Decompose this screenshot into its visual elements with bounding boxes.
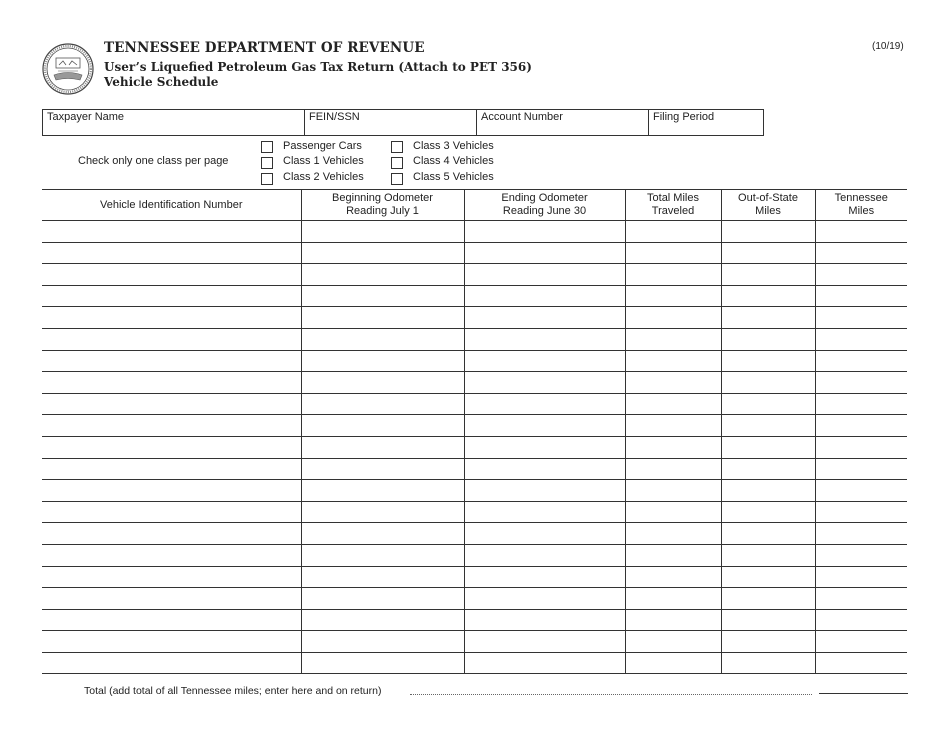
col-total-miles: Total Miles Traveled [625,190,721,221]
beginning-odometer-cell[interactable] [301,328,464,350]
total-miles-cell[interactable] [625,652,721,674]
out-of-state-miles-cell[interactable] [721,609,815,631]
col-vin: Vehicle Identification Number [42,190,301,221]
passenger-cars-checkbox[interactable] [261,141,273,153]
class-4-label: Class 4 Vehicles [413,155,494,167]
filing-period-label: Filing Period [653,111,715,123]
table-row [42,480,907,502]
total-miles-cell[interactable] [625,566,721,588]
table-row [42,328,907,350]
class-3-checkbox[interactable] [391,141,403,153]
ending-odometer-cell[interactable] [464,350,625,372]
vin-cell[interactable] [42,264,301,286]
vin-cell[interactable] [42,588,301,610]
out-of-state-miles-cell[interactable] [721,480,815,502]
beginning-odometer-cell[interactable] [301,415,464,437]
class-5-label: Class 5 Vehicles [413,171,494,183]
table-row [42,588,907,610]
total-miles-cell[interactable] [625,350,721,372]
out-of-state-miles-cell[interactable] [721,307,815,329]
vin-cell[interactable] [42,393,301,415]
vin-cell[interactable] [42,436,301,458]
total-miles-cell[interactable] [625,458,721,480]
beginning-odometer-cell[interactable] [301,307,464,329]
ending-odometer-cell[interactable] [464,523,625,545]
passenger-cars-label: Passenger Cars [283,140,362,152]
class-1-label: Class 1 Vehicles [283,155,364,167]
table-row [42,307,907,329]
beginning-odometer-cell[interactable] [301,350,464,372]
table-row [42,393,907,415]
vin-cell[interactable] [42,350,301,372]
total-miles-cell[interactable] [625,372,721,394]
total-label: Total (add total of all Tennessee miles; enter here and on return) [84,685,382,697]
ending-odometer-cell[interactable] [464,264,625,286]
vin-cell[interactable] [42,480,301,502]
table-row [42,544,907,566]
vin-cell[interactable] [42,328,301,350]
total-miles-cell[interactable] [625,436,721,458]
tennessee-miles-cell[interactable] [815,480,907,502]
table-row [42,631,907,653]
table-row [42,415,907,437]
out-of-state-miles-cell[interactable] [721,652,815,674]
col-beginning-odometer: Beginning Odometer Reading July 1 [301,190,464,221]
total-miles-cell[interactable] [625,242,721,264]
filing-period-field[interactable] [649,110,763,135]
beginning-odometer-cell[interactable] [301,480,464,502]
tennessee-miles-cell[interactable] [815,566,907,588]
beginning-odometer-cell[interactable] [301,523,464,545]
tennessee-miles-cell[interactable] [815,242,907,264]
state-seal-logo [42,43,94,95]
table-row [42,523,907,545]
tennessee-miles-cell[interactable] [815,328,907,350]
fein-ssn-field[interactable] [305,110,477,135]
tennessee-miles-cell[interactable] [815,652,907,674]
ending-odometer-cell[interactable] [464,436,625,458]
beginning-odometer-cell[interactable] [301,264,464,286]
beginning-odometer-cell[interactable] [301,242,464,264]
table-row [42,566,907,588]
class-3-label: Class 3 Vehicles [413,140,494,152]
vin-cell[interactable] [42,285,301,307]
table-row [42,350,907,372]
out-of-state-miles-cell[interactable] [721,588,815,610]
table-row [42,436,907,458]
total-miles-cell[interactable] [625,631,721,653]
out-of-state-miles-cell[interactable] [721,415,815,437]
tennessee-miles-cell[interactable] [815,285,907,307]
beginning-odometer-cell[interactable] [301,285,464,307]
beginning-odometer-cell[interactable] [301,652,464,674]
tennessee-miles-cell[interactable] [815,221,907,243]
total-miles-cell[interactable] [625,523,721,545]
tennessee-miles-cell[interactable] [815,350,907,372]
tennessee-miles-cell[interactable] [815,436,907,458]
tennessee-miles-cell[interactable] [815,307,907,329]
total-miles-cell[interactable] [625,307,721,329]
vin-cell[interactable] [42,242,301,264]
ending-odometer-cell[interactable] [464,328,625,350]
class-5-checkbox[interactable] [391,173,403,185]
total-miles-cell[interactable] [625,544,721,566]
total-miles-cell[interactable] [625,609,721,631]
out-of-state-miles-cell[interactable] [721,458,815,480]
tennessee-miles-cell[interactable] [815,393,907,415]
out-of-state-miles-cell[interactable] [721,436,815,458]
total-miles-cell[interactable] [625,480,721,502]
beginning-odometer-cell[interactable] [301,544,464,566]
vin-cell[interactable] [42,458,301,480]
table-row [42,242,907,264]
total-miles-cell[interactable] [625,501,721,523]
class-2-label: Class 2 Vehicles [283,171,364,183]
table-row [42,372,907,394]
out-of-state-miles-cell[interactable] [721,501,815,523]
total-miles-cell[interactable] [625,328,721,350]
tennessee-miles-cell[interactable] [815,523,907,545]
beginning-odometer-cell[interactable] [301,566,464,588]
vin-cell[interactable] [42,372,301,394]
total-miles-cell[interactable] [625,264,721,286]
out-of-state-miles-cell[interactable] [721,350,815,372]
ending-odometer-cell[interactable] [464,588,625,610]
form-title: User’s Liquefied Petroleum Gas Tax Return (Attach to PET 356) [104,60,532,74]
tennessee-miles-cell[interactable] [815,631,907,653]
out-of-state-miles-cell[interactable] [721,631,815,653]
ending-odometer-cell[interactable] [464,242,625,264]
tennessee-miles-cell[interactable] [815,264,907,286]
total-miles-cell[interactable] [625,285,721,307]
out-of-state-miles-cell[interactable] [721,221,815,243]
account-number-label: Account Number [481,111,563,123]
class-4-checkbox[interactable] [391,157,403,169]
table-row [42,221,907,243]
account-number-field[interactable] [477,110,649,135]
col-out-of-state-miles: Out-of-State Miles [721,190,815,221]
total-miles-cell[interactable] [625,588,721,610]
total-miles-cell[interactable] [625,393,721,415]
col-tennessee-miles: Tennessee Miles [815,190,907,221]
total-leader-dots [410,694,812,695]
ending-odometer-cell[interactable] [464,458,625,480]
tennessee-miles-cell[interactable] [815,501,907,523]
beginning-odometer-cell[interactable] [301,372,464,394]
out-of-state-miles-cell[interactable] [721,328,815,350]
ending-odometer-cell[interactable] [464,393,625,415]
beginning-odometer-cell[interactable] [301,588,464,610]
beginning-odometer-cell[interactable] [301,436,464,458]
out-of-state-miles-cell[interactable] [721,566,815,588]
col-ending-odometer: Ending Odometer Reading June 30 [464,190,625,221]
table-row [42,652,907,674]
table-row [42,501,907,523]
total-miles-cell[interactable] [625,221,721,243]
taxpayer-name-label: Taxpayer Name [47,111,125,123]
ending-odometer-cell[interactable] [464,285,625,307]
revision-date: (10/19) [872,41,904,52]
out-of-state-miles-cell[interactable] [721,523,815,545]
out-of-state-miles-cell[interactable] [721,393,815,415]
ending-odometer-cell[interactable] [464,609,625,631]
vin-cell[interactable] [42,415,301,437]
table-header-row [42,190,907,221]
out-of-state-miles-cell[interactable] [721,242,815,264]
out-of-state-miles-cell[interactable] [721,544,815,566]
vin-cell[interactable] [42,566,301,588]
ending-odometer-cell[interactable] [464,631,625,653]
vin-cell[interactable] [42,652,301,674]
ending-odometer-cell[interactable] [464,652,625,674]
schedule-title: Vehicle Schedule [104,75,219,89]
out-of-state-miles-cell[interactable] [721,264,815,286]
vin-cell[interactable] [42,523,301,545]
ending-odometer-cell[interactable] [464,544,625,566]
beginning-odometer-cell[interactable] [301,631,464,653]
beginning-odometer-cell[interactable] [301,393,464,415]
ending-odometer-cell[interactable] [464,415,625,437]
tennessee-miles-cell[interactable] [815,609,907,631]
tennessee-miles-cell[interactable] [815,458,907,480]
table-row [42,264,907,286]
ending-odometer-cell[interactable] [464,480,625,502]
beginning-odometer-cell[interactable] [301,501,464,523]
out-of-state-miles-cell[interactable] [721,372,815,394]
total-miles-cell[interactable] [625,415,721,437]
beginning-odometer-cell[interactable] [301,221,464,243]
fein-ssn-label: FEIN/SSN [309,111,360,123]
out-of-state-miles-cell[interactable] [721,285,815,307]
table-row [42,285,907,307]
vin-cell[interactable] [42,631,301,653]
vin-cell[interactable] [42,609,301,631]
table-row [42,458,907,480]
ending-odometer-cell[interactable] [464,566,625,588]
beginning-odometer-cell[interactable] [301,458,464,480]
ending-odometer-cell[interactable] [464,501,625,523]
class-1-checkbox[interactable] [261,157,273,169]
ending-odometer-cell[interactable] [464,372,625,394]
tennessee-miles-cell[interactable] [815,415,907,437]
vin-cell[interactable] [42,221,301,243]
class-instruction: Check only one class per page [78,155,229,167]
table-row [42,609,907,631]
total-entry-field[interactable] [819,693,908,694]
ending-odometer-cell[interactable] [464,221,625,243]
ending-odometer-cell[interactable] [464,307,625,329]
department-title: TENNESSEE DEPARTMENT OF REVENUE [104,40,425,56]
class-2-checkbox[interactable] [261,173,273,185]
vin-cell[interactable] [42,501,301,523]
taxpayer-info-box [42,109,764,136]
vin-cell[interactable] [42,307,301,329]
vin-cell[interactable] [42,544,301,566]
tennessee-miles-cell[interactable] [815,588,907,610]
tennessee-miles-cell[interactable] [815,372,907,394]
taxpayer-name-field[interactable] [43,110,305,135]
vehicle-schedule-table [42,189,907,674]
tennessee-miles-cell[interactable] [815,544,907,566]
beginning-odometer-cell[interactable] [301,609,464,631]
